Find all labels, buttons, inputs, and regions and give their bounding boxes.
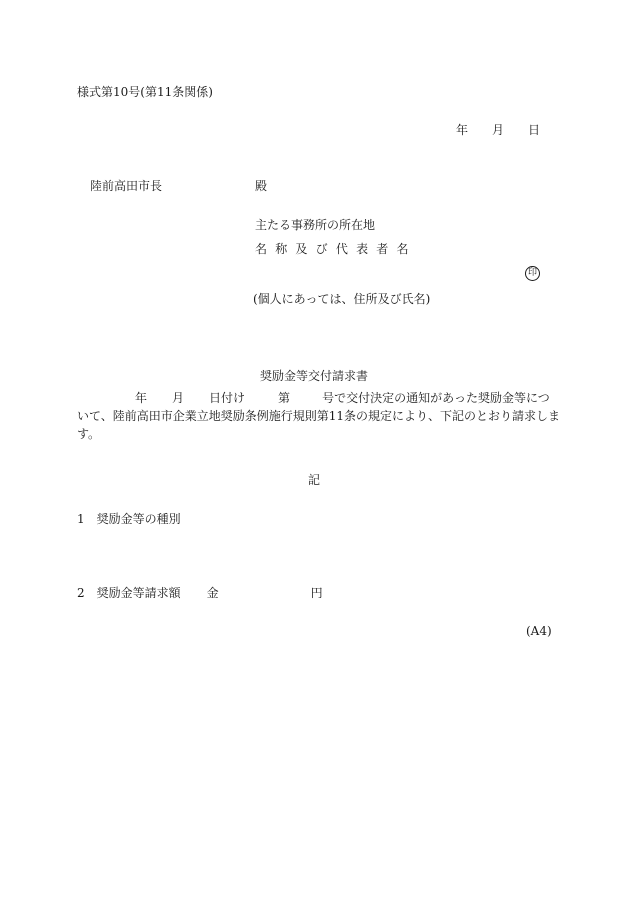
date-year: 年 (456, 123, 469, 137)
paper-size-note: (A4) (526, 624, 552, 638)
body-line-1: 年 月 日付け 第 号で交付決定の通知があった奨励金等につ (135, 391, 550, 405)
ki-heading: 記 (308, 473, 321, 487)
office-address-label: 主たる事務所の所在地 (255, 218, 376, 232)
item-incentive-type: 1 奨励金等の種別 (77, 512, 181, 526)
body-line-2: いて、陸前高田市企業立地奨励条例施行規則第11条の規定により、下記のとおり請求しま (77, 409, 561, 423)
representative-name-label: 名 称 及 び 代 表 者 名 (255, 242, 411, 256)
body-line-3: す。 (77, 427, 101, 441)
seal-mark: 印 (525, 266, 540, 281)
item-request-amount: 2 奨励金等請求額 金 円 (77, 586, 323, 600)
addressee-honorific: 殿 (255, 179, 268, 193)
form-number: 様式第10号(第11条関係) (77, 85, 213, 99)
date-line (456, 122, 540, 138)
individual-note: (個人にあっては、住所及び氏名) (253, 292, 431, 306)
date-month: 月 (492, 123, 505, 137)
request-body (77, 389, 561, 443)
document-title: 奨励金等交付請求書 (260, 369, 369, 383)
addressee-name: 陸前高田市長 (90, 179, 163, 193)
date-day: 日 (528, 123, 541, 137)
